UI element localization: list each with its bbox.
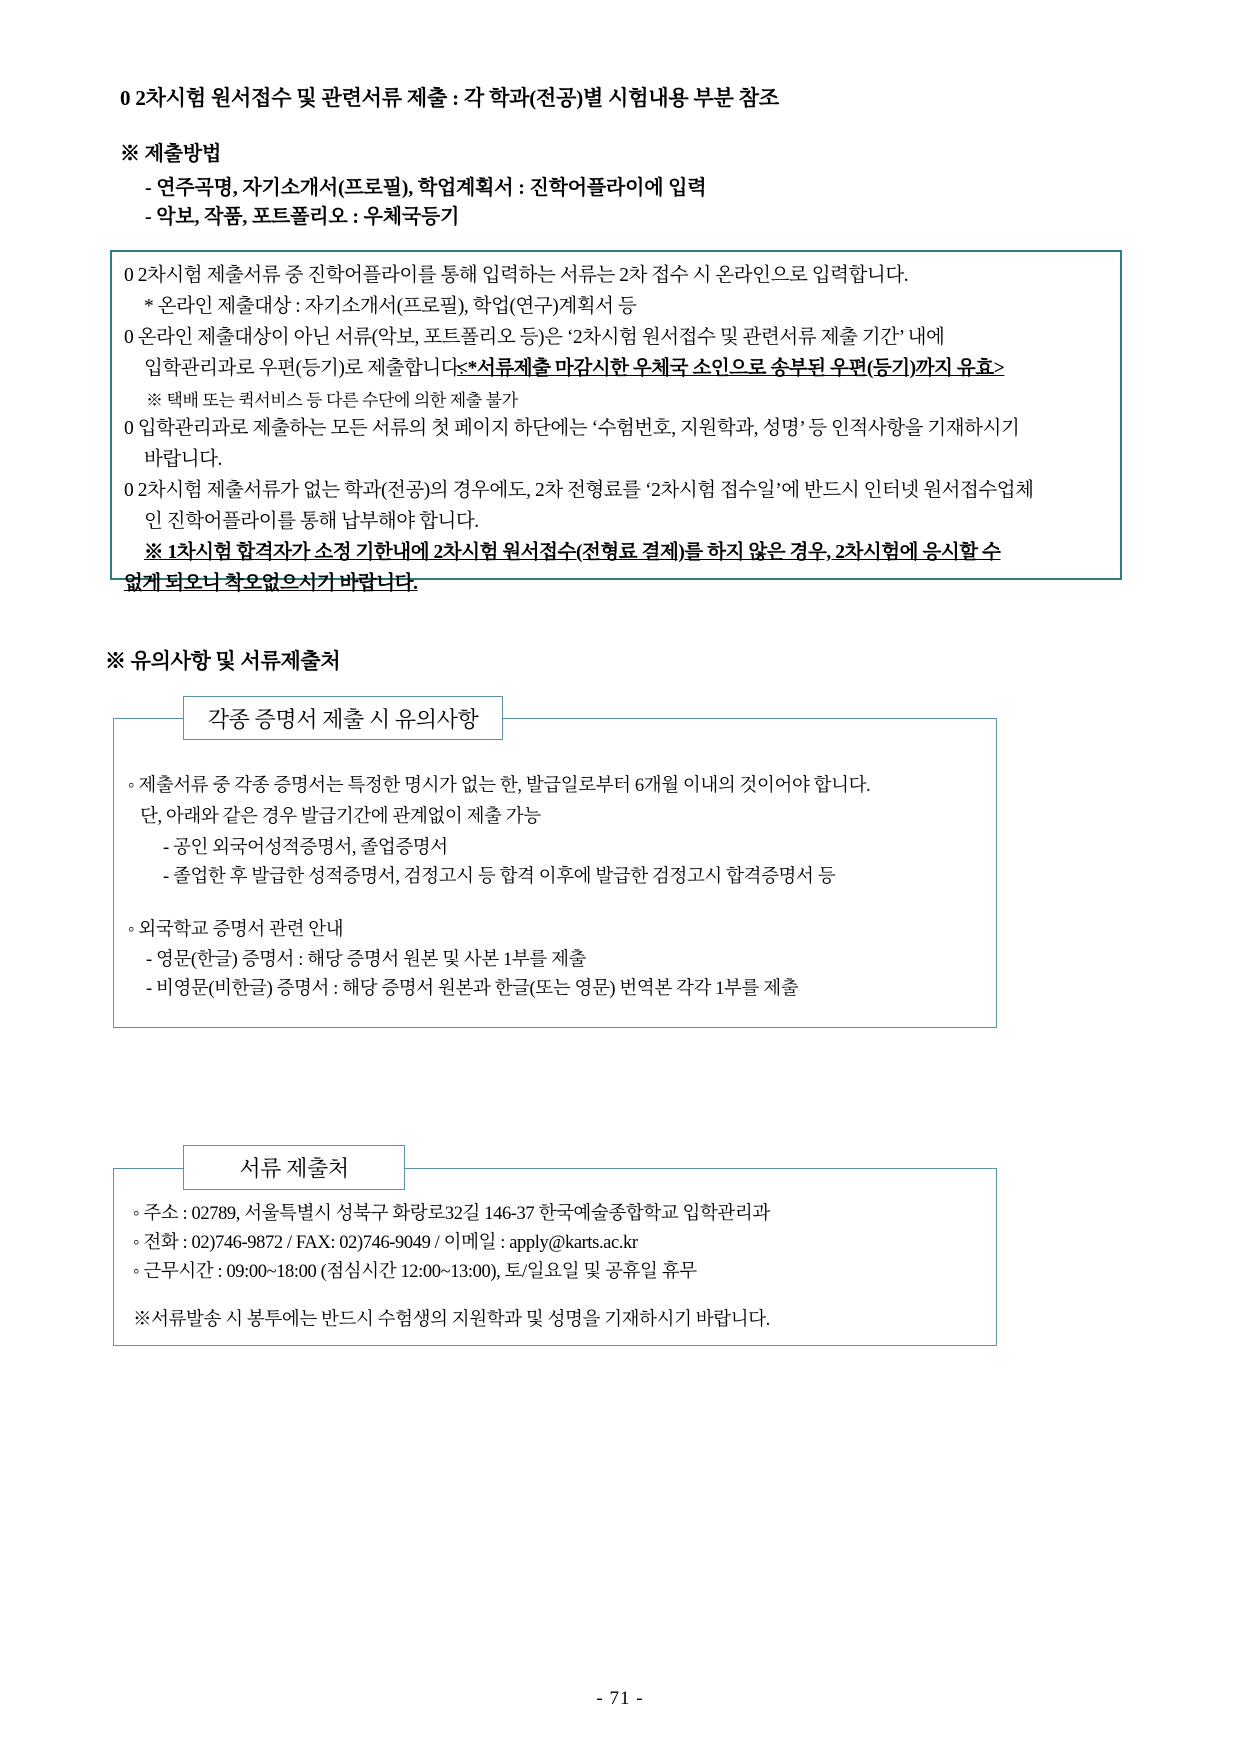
notice-line-3: 0 온라인 제출대상이 아닌 서류(악보, 포트폴리오 등)은 ‘2차시험 원서접수 및 관련서류 제출 기간’ 내에	[124, 327, 945, 348]
notice-line-11-emphasis: ※ 1차시험 합격자가 소정 기한내에 2차시험 원서접수(전형료 결제)를 하지 않은 경우, 2차시험에 응시할 수	[144, 542, 1001, 563]
certificate-line-4: - 졸업한 후 발급한 성적증명서, 검정고시 등 합격 이후에 발급한 검정고시 합격증명서 등	[163, 867, 836, 887]
notice-line-2: * 온라인 제출대상 : 자기소개서(프로필), 학업(연구)계획서 등	[144, 296, 637, 317]
notice-line-1: 0 2차시험 제출서류 중 진학어플라이를 통해 입력하는 서류는 2차 접수 시 온라인으로 입력합니다.	[124, 265, 909, 286]
submission-hours-line: ◦ 근무시간 : 09:00~18:00 (점심시간 12:00~13:00), 토/일요일 및 공휴일 휴무	[133, 1262, 697, 1282]
certificate-line-1: ◦ 제출서류 중 각종 증명서는 특정한 명시가 없는 한, 발급일로부터 6개월 이내의 것이어야 합니다.	[128, 776, 871, 796]
submission-address-tab-title: 서류 제출처	[183, 1145, 405, 1190]
submission-method-item-2: - 악보, 작품, 포트폴리오 : 우체국등기	[145, 206, 460, 228]
notice-box	[110, 250, 1122, 594]
section-title-notes-and-submission: ※ 유의사항 및 서류제출처	[105, 649, 341, 673]
page-heading: 0 2차시험 원서접수 및 관련서류 제출 : 각 학과(전공)별 시험내용 부분 참조	[120, 86, 779, 110]
certificate-notice-tab-title: 각종 증명서 제출 시 유의사항	[183, 696, 503, 740]
page-number: - 71 -	[596, 1688, 644, 1709]
notice-line-8: 바랍니다.	[144, 449, 222, 470]
notice-line-7: 0 입학관리과로 제출하는 모든 서류의 첫 페이지 하단에는 ‘수험번호, 지원학과, 성명’ 등 인적사항을 기재하시기	[124, 418, 1020, 439]
notice-line-9: 0 2차시험 제출서류가 없는 학과(전공)의 경우에도, 2차 전형료를 ‘2차시험 접수일’에 반드시 인터넷 원서접수업체	[124, 480, 1034, 501]
certificate-line-3: - 공인 외국어성적증명서, 졸업증명서	[163, 838, 448, 858]
submission-method-title: ※ 제출방법	[120, 143, 222, 165]
certificate-line-6: - 영문(한글) 증명서 : 해당 증명서 원본 및 사본 1부를 제출	[146, 950, 587, 970]
certificate-line-5: ◦ 외국학교 증명서 관련 안내	[128, 920, 344, 940]
submission-method-item-1: - 연주곡명, 자기소개서(프로필), 학업계획서 : 진학어플라이에 입력	[145, 177, 707, 199]
notice-line-10: 인 진학어플라이를 통해 납부해야 합니다.	[144, 511, 479, 532]
certificate-line-7: - 비영문(비한글) 증명서 : 해당 증명서 원본과 한글(또는 영문) 번역본 각각 1부를 제출	[146, 979, 799, 999]
submission-phone-line: ◦ 전화 : 02)746-9872 / FAX: 02)746-9049 / 이메일 : apply@karts.ac.kr	[133, 1233, 638, 1253]
notice-line-5-emphasis: <*서류제출 마감시한 우체국 소인으로 송부된 우편(등기)까지 유효>	[457, 358, 1005, 379]
notice-line-6: ※ 택배 또는 퀵서비스 등 다른 수단에 의한 제출 불가	[146, 391, 518, 410]
notice-line-12-emphasis: 없게 되오니 착오없으시기 바랍니다.	[124, 573, 418, 594]
notice-line-4: 입학관리과로 우편(등기)로 제출합니다.	[144, 358, 464, 379]
submission-address-line: ◦ 주소 : 02789, 서울특별시 성북구 화랑로32길 146-37 한국예술종합학교 입학관리과	[133, 1204, 770, 1224]
certificate-line-2: 단, 아래와 같은 경우 발급기간에 관계없이 제출 가능	[140, 807, 541, 827]
submission-footnote: ※서류발송 시 봉투에는 반드시 수험생의 지원학과 및 성명을 기재하시기 바랍니다.	[133, 1310, 770, 1330]
